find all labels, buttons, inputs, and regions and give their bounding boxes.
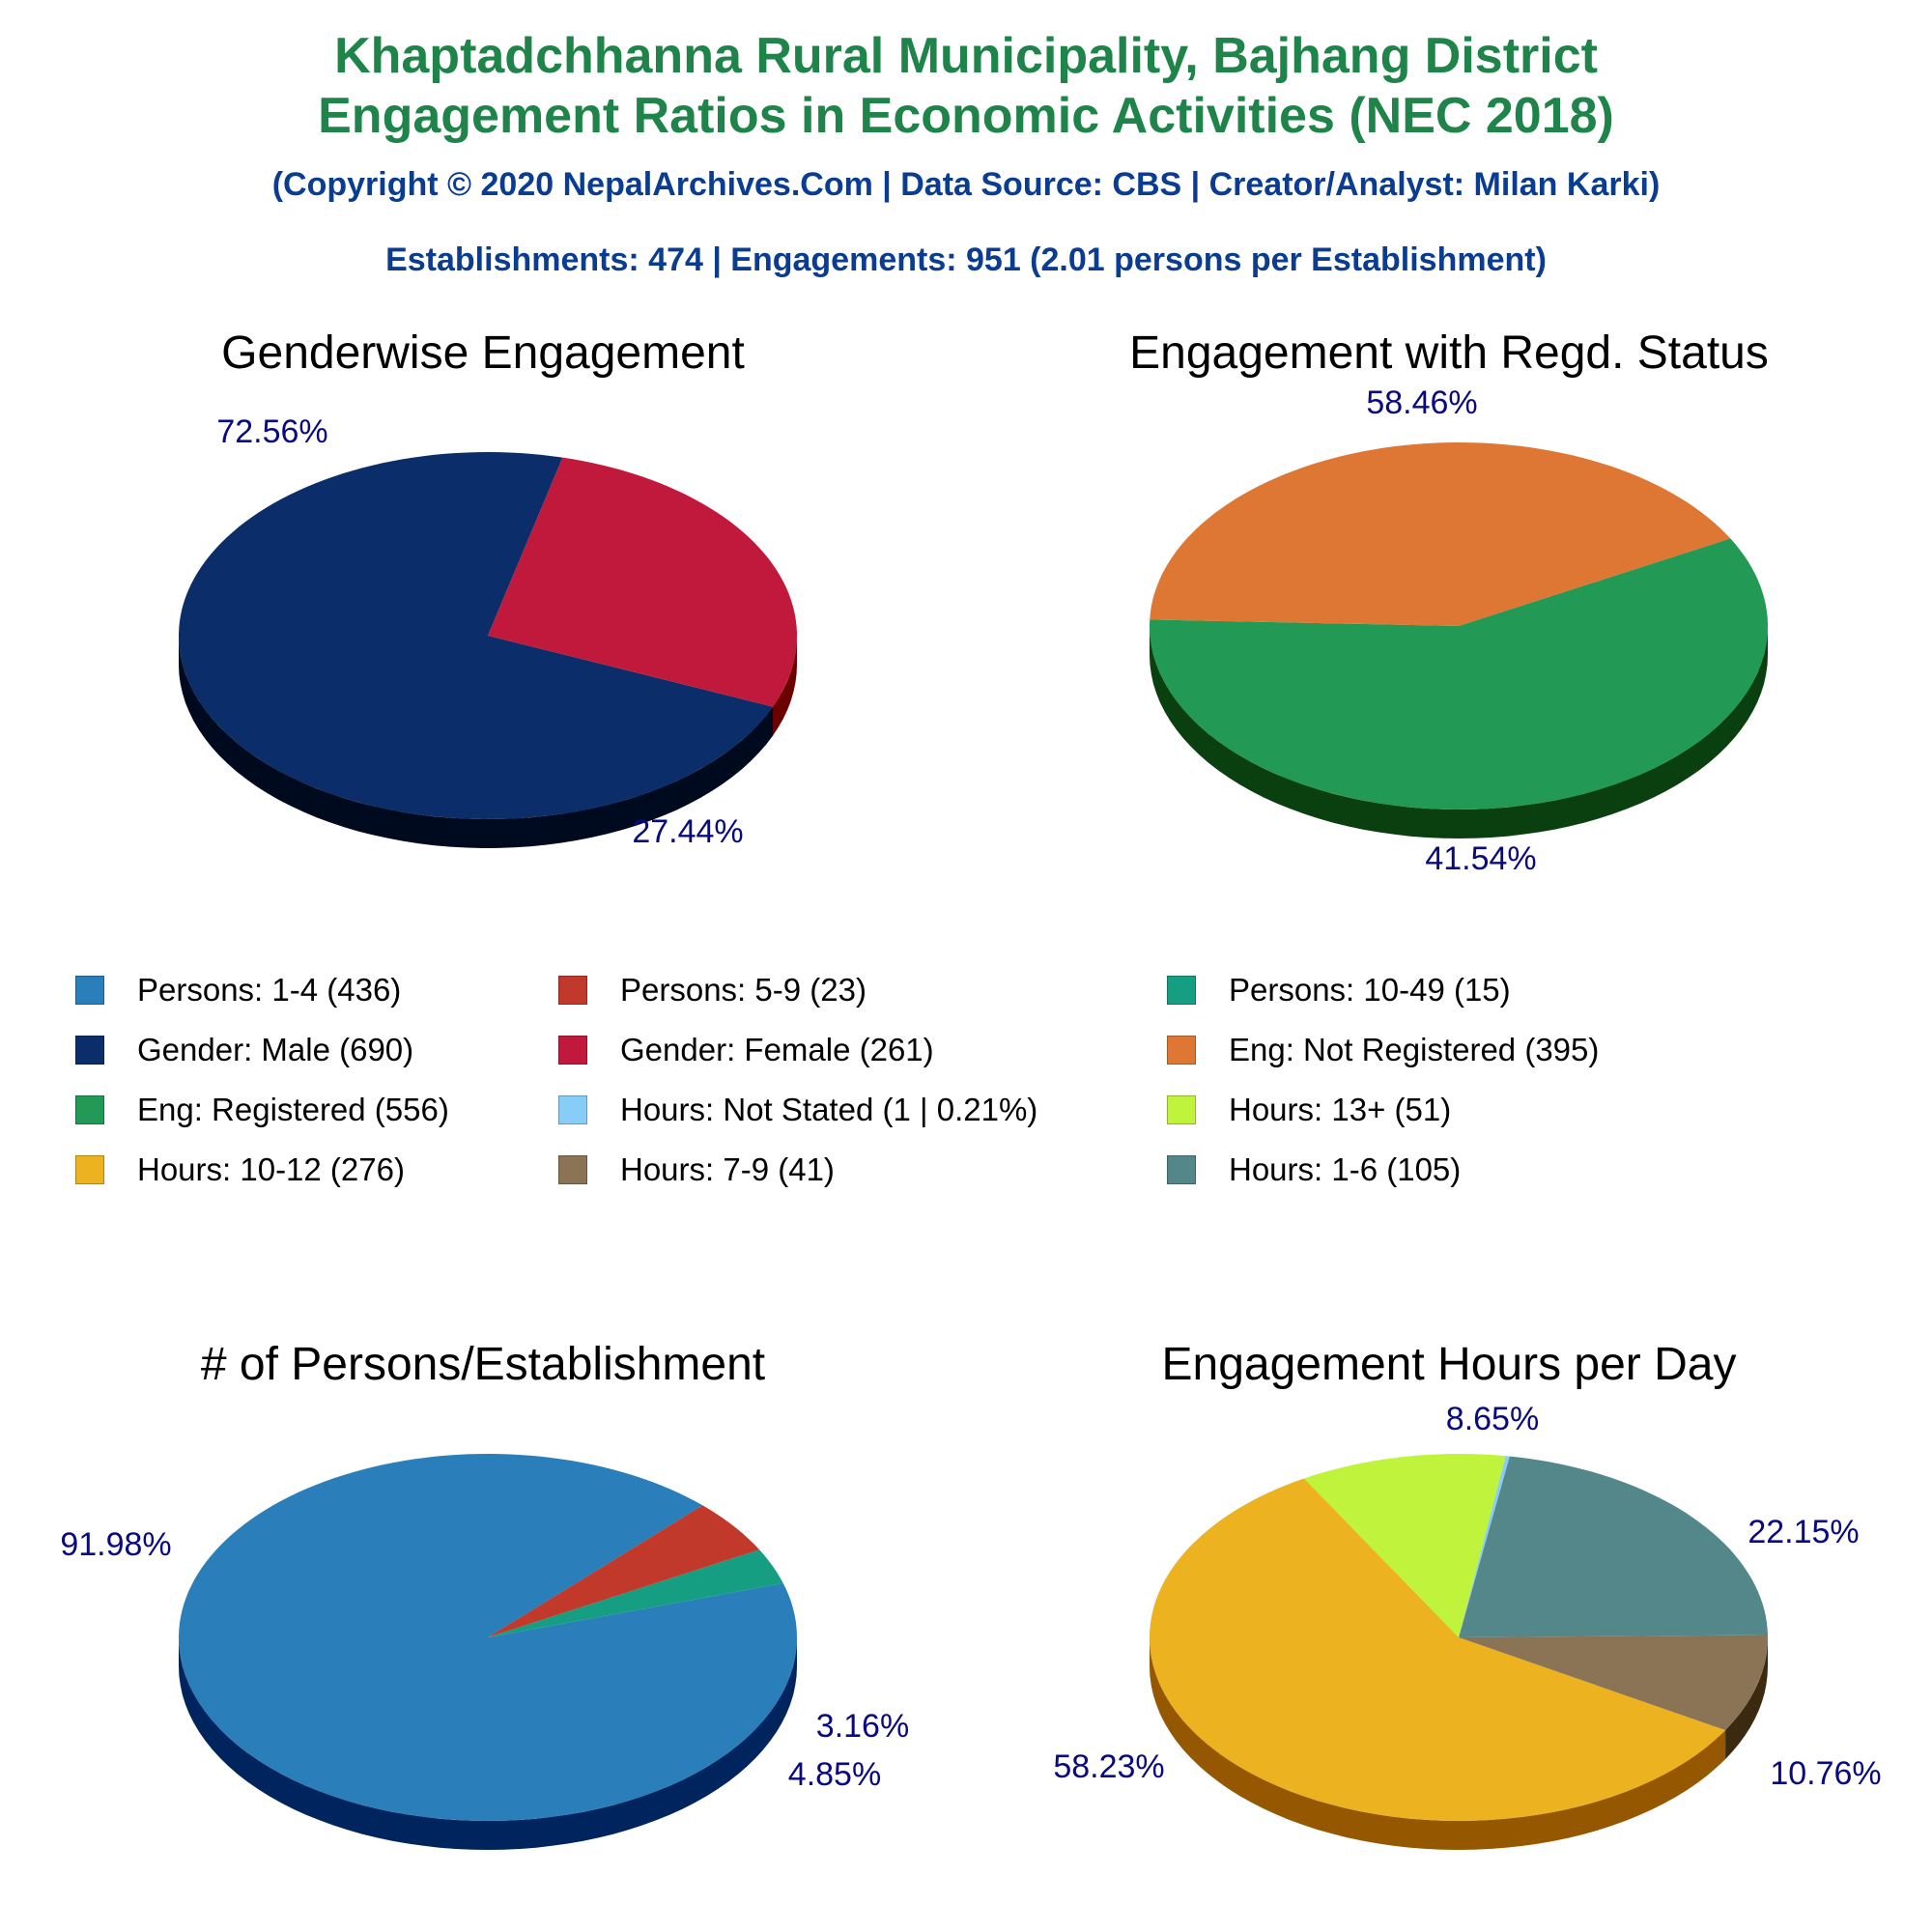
legend-label: Eng: Registered (556) bbox=[137, 1092, 449, 1127]
pie-pct-label: 4.85% bbox=[787, 1756, 882, 1793]
legend-label: Gender: Female (261) bbox=[620, 1032, 934, 1067]
chart-title-line2: Engagement Ratios in Economic Activities (NEC 2018) bbox=[318, 88, 1614, 144]
pie-pct-label: 22.15% bbox=[1747, 1514, 1860, 1550]
pie-pct-label: 27.44% bbox=[632, 813, 744, 850]
legend-label: Persons: 1-4 (436) bbox=[137, 972, 402, 1008]
summary-line: Establishments: 474 | Engagements: 951 (2.01 persons per Establishment) bbox=[385, 242, 1547, 278]
pie-pct-label: 72.56% bbox=[216, 413, 328, 450]
legend-label: Eng: Not Registered (395) bbox=[1229, 1032, 1600, 1067]
pie-title-registration: Engagement with Regd. Status bbox=[1129, 327, 1769, 379]
pie-pct-label: 10.76% bbox=[1770, 1755, 1882, 1792]
pie-title-gender: Genderwise Engagement bbox=[221, 327, 745, 379]
pie-chart bbox=[1150, 384, 1768, 877]
legend-label: Hours: 13+ (51) bbox=[1229, 1092, 1452, 1127]
pie-title-hours: Engagement Hours per Day bbox=[1161, 1339, 1737, 1390]
pie-pct-label: 58.23% bbox=[1053, 1748, 1165, 1785]
pie-chart bbox=[1053, 1401, 1881, 1850]
pie-title-persons: # of Persons/Establishment bbox=[200, 1339, 766, 1390]
pie-pct-label: 91.98% bbox=[60, 1526, 172, 1563]
legend-label: Hours: 1-6 (105) bbox=[1229, 1151, 1462, 1187]
chart-title-line1: Khaptadchhanna Rural Municipality, Bajhang District bbox=[334, 28, 1598, 84]
legend-label: Hours: 10-12 (276) bbox=[137, 1151, 405, 1187]
pie-pct-label: 8.65% bbox=[1445, 1401, 1540, 1437]
pie-pct-label: 3.16% bbox=[815, 1708, 910, 1745]
pie-pct-label: 58.46% bbox=[1366, 384, 1478, 421]
pie-pct-label: 41.54% bbox=[1425, 840, 1537, 877]
legend-label: Hours: Not Stated (1 | 0.21%) bbox=[620, 1092, 1038, 1127]
legend-label: Persons: 10-49 (15) bbox=[1229, 972, 1511, 1008]
legend-label: Gender: Male (690) bbox=[137, 1032, 414, 1067]
pie-slice bbox=[1459, 1457, 1768, 1637]
legend-label: Hours: 7-9 (41) bbox=[620, 1151, 835, 1187]
legend-label: Persons: 5-9 (23) bbox=[620, 972, 867, 1008]
pie-chart bbox=[60, 1454, 909, 1850]
copyright-line: (Copyright © 2020 NepalArchives.Com | Data Source: CBS | Creator/Analyst: Milan Karki) bbox=[271, 166, 1661, 203]
pie-chart bbox=[179, 413, 797, 850]
